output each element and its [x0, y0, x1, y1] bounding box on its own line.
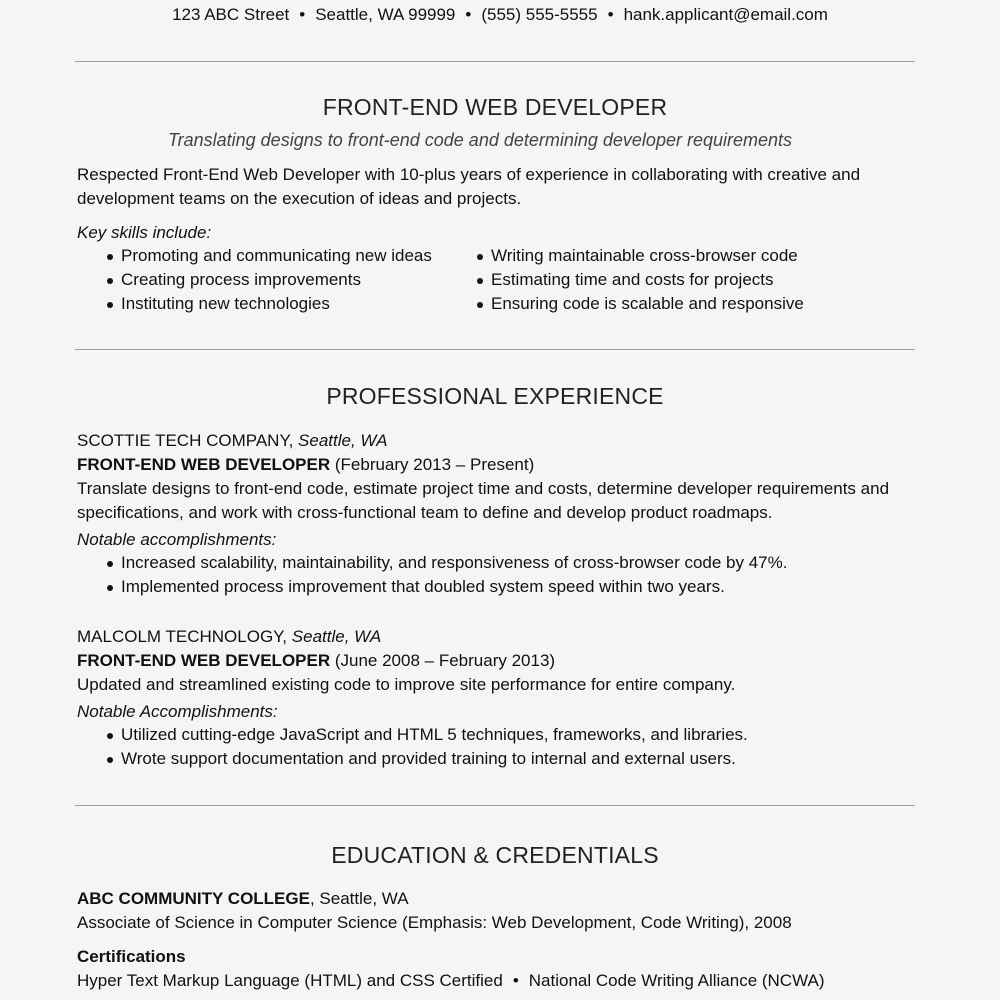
- skills-list-right: [476, 244, 804, 316]
- job-company: SCOTTIE TECH COMPANY,: [77, 431, 294, 450]
- summary-paragraph: Respected Front-End Web Developer with 10-plus years of experience in collaborating with creative and development teams on the execution of ideas and projects.: [77, 165, 861, 208]
- school-name: ABC COMMUNITY COLLEGE: [77, 889, 310, 908]
- contact-email: hank.applicant@email.com: [623, 5, 828, 24]
- section-divider: [75, 61, 915, 62]
- accomplishments-list: [106, 723, 748, 771]
- job-company-line: [77, 429, 388, 453]
- job-location: Seattle, WA: [298, 431, 388, 450]
- list-item: Increased scalability, maintainability, and responsiveness of cross-browser code by 47%.: [106, 551, 787, 575]
- contact-separator: •: [299, 5, 306, 24]
- summary-heading: FRONT-END WEB DEVELOPER: [322, 94, 668, 120]
- contact-phone: (555) 555-5555: [481, 5, 598, 24]
- list-item: Writing maintainable cross-browser code: [476, 244, 804, 268]
- cert-separator: •: [512, 971, 519, 990]
- certifications-line: [77, 969, 825, 993]
- job-company-line: [77, 625, 381, 649]
- job-title-line: [77, 649, 555, 673]
- list-item: Implemented process improvement that doubled system speed within two years.: [106, 575, 787, 599]
- list-item: Creating process improvements: [106, 268, 432, 292]
- skills-list-left: [106, 244, 432, 316]
- job-title: FRONT-END WEB DEVELOPER: [77, 651, 331, 670]
- job-description: Updated and streamlined existing code to improve site performance for entire company.: [77, 675, 736, 694]
- education-heading: EDUCATION & CREDENTIALS: [331, 842, 659, 868]
- contact-separator: •: [607, 5, 614, 24]
- degree: Associate of Science in Computer Science (Emphasis: Web Development, Code Writing), 2008: [77, 913, 792, 932]
- section-divider: [75, 805, 915, 806]
- job-dates: (February 2013 – Present): [334, 455, 535, 474]
- certification: National Code Writing Alliance (NCWA): [528, 971, 825, 990]
- accomplishments-list: [106, 551, 787, 599]
- certification: Hyper Text Markup Language (HTML) and CSS Certified: [77, 971, 503, 990]
- list-item: Ensuring code is scalable and responsive: [476, 292, 804, 316]
- list-item: Wrote support documentation and provided training to internal and external users.: [106, 747, 748, 771]
- accomplishments-label: Notable Accomplishments:: [77, 702, 278, 721]
- certifications-label: Certifications: [77, 947, 186, 966]
- school-line: [77, 887, 409, 911]
- job-dates: (June 2008 – February 2013): [334, 651, 556, 670]
- contact-address: 123 ABC Street: [172, 5, 290, 24]
- job-title: FRONT-END WEB DEVELOPER: [77, 455, 331, 474]
- summary-tagline: Translating designs to front-end code and determining developer requirements: [167, 130, 793, 150]
- accomplishments-label: Notable accomplishments:: [77, 530, 277, 549]
- contact-city: Seattle, WA 99999: [315, 5, 456, 24]
- school-location: , Seattle, WA: [309, 889, 409, 908]
- contact-line: [0, 4, 1000, 26]
- section-divider: [75, 349, 915, 350]
- list-item: Estimating time and costs for projects: [476, 268, 804, 292]
- job-title-line: [77, 453, 534, 477]
- job-company: MALCOLM TECHNOLOGY,: [77, 627, 288, 646]
- list-item: Promoting and communicating new ideas: [106, 244, 432, 268]
- list-item: Utilized cutting-edge JavaScript and HTML 5 techniques, frameworks, and libraries.: [106, 723, 748, 747]
- list-item: Instituting new technologies: [106, 292, 432, 316]
- contact-separator: •: [465, 5, 472, 24]
- skills-label: Key skills include:: [77, 223, 212, 242]
- job-description: Translate designs to front-end code, estimate project time and costs, determine developer requirements and specifications, and work with cross-functional team to define and develop product roadmaps.: [77, 479, 890, 522]
- job-location: Seattle, WA: [291, 627, 382, 646]
- experience-heading: PROFESSIONAL EXPERIENCE: [326, 383, 664, 409]
